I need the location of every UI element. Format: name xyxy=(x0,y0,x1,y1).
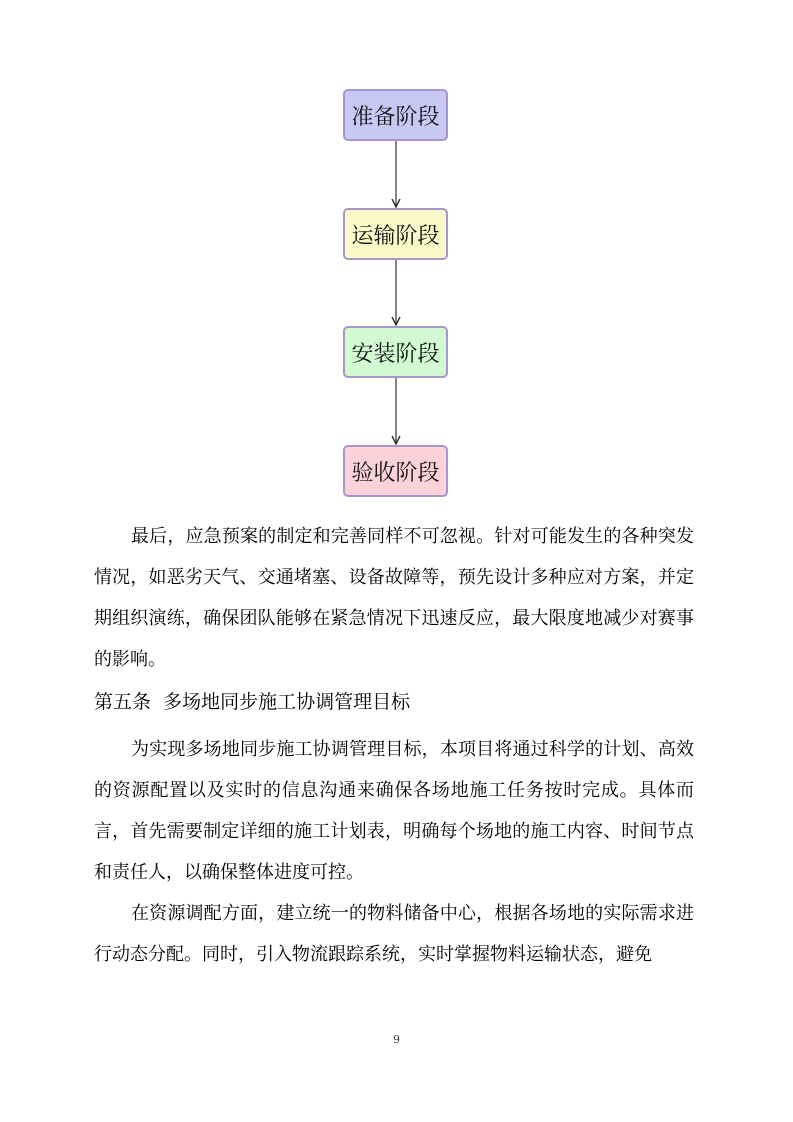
stage-box-installation xyxy=(343,326,448,378)
stage-box-acceptance xyxy=(343,445,448,497)
stage-flowchart xyxy=(0,0,793,510)
stage-label-transport: 运输阶段 xyxy=(351,223,440,249)
stage-label-preparation: 准备阶段 xyxy=(351,104,440,130)
stage-label-acceptance: 验收阶段 xyxy=(351,460,440,486)
stage-label-installation: 安装阶段 xyxy=(351,341,440,367)
stage-box-transport xyxy=(343,208,448,260)
paragraph-emergency-plan: 最后，应急预案的制定和完善同样不可忽视。针对可能发生的各种突发情况，如恶劣天气、交通堵塞、设备故障等，预先设计多种应对方案，并定期组织演练，确保团队能够在紧急情况下迅速反应，最大限度地减少对赛事的影响。 xyxy=(94,526,694,670)
page-number: 9 xyxy=(393,1033,400,1046)
paragraph-resource-allocation: 在资源调配方面，建立统一的物料储备中心，根据各场地的实际需求进行动态分配。同时，引入物流跟踪系统，实时掌握物料运输状态，避免 xyxy=(94,903,694,965)
paragraph-coordination-goal: 为实现多场地同步施工协调管理目标，本项目将通过科学的计划、高效的资源配置以及实时的信息沟通来确保各场地施工任务按时完成。具体而言，首先需要制定详细的施工计划表，明确每个场地的施工内容、时间节点和责任人，以确保整体进度可控。 xyxy=(94,739,694,883)
section-heading: 第五条 多场地同步施工协调管理目标 xyxy=(94,691,411,713)
stage-box-preparation xyxy=(343,89,448,141)
